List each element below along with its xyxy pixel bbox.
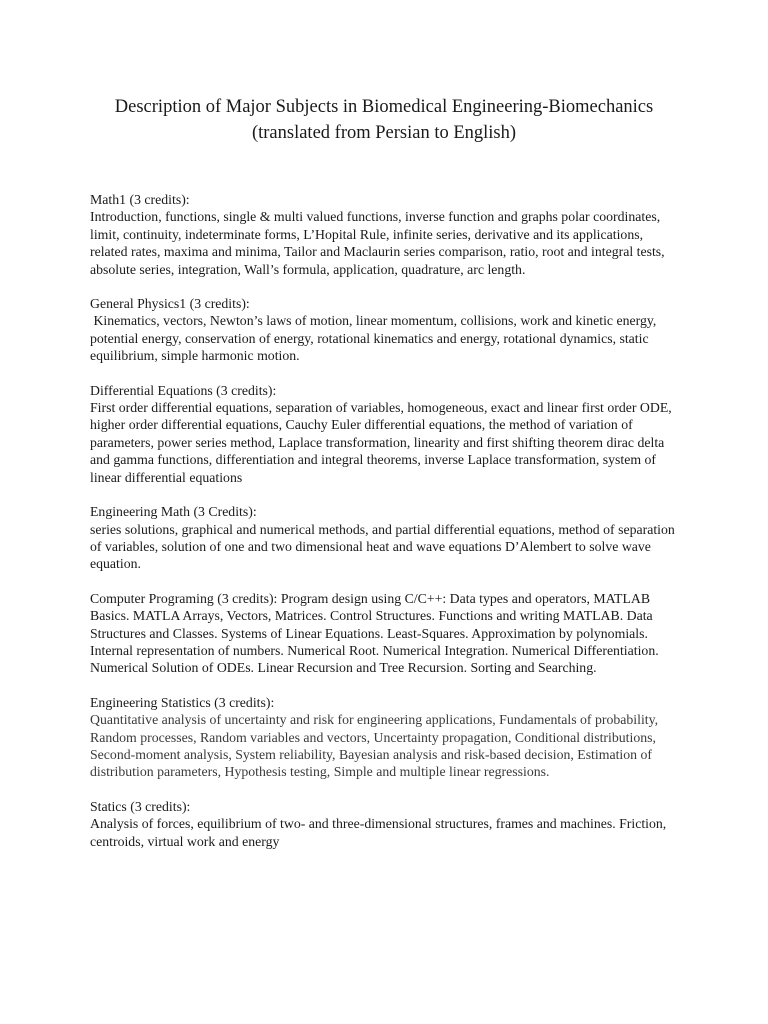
section-engineering-math	[90, 503, 678, 573]
section-heading: Engineering Statistics (3 credits):	[90, 694, 275, 710]
section-body: Analysis of forces, equilibrium of two- and three-dimensional structures, frames and machines. Friction, centroids, virtual work and energy	[90, 816, 667, 849]
section-engineering-statistics	[90, 694, 678, 781]
section-body: Introduction, functions, single & multi valued functions, inverse function and graphs polar coordinates, limit, continuity, indeterminate forms, L’Hopital Rule, infinite series, derivative and its applications, related rates, maxima and minima, Tailor and Maclaurin series comparison, ratio, root and integral tests, absolute series, integration, Wall’s formula, application, quadrature, arc length.	[90, 209, 665, 277]
section-statics	[90, 798, 678, 850]
section-heading: Differential Equations (3 credits):	[90, 382, 277, 398]
document-title	[90, 94, 678, 146]
section-heading: Computer Programing (3 credits): Program design using C/C++: Data types and operators, MATLAB Basics. MATLA Arrays, Vectors, Matrices. Control Structures. Functions and writing MATLAB. Data Structures and Classes. Systems of Linear Equations. Least-Squares. Approximation by polynomials. Internal representation of numbers. Numerical Root. Numerical Integration. Numerical Differentiation. Numerical Solution of ODEs. Linear Recursion and Tree Recursion. Sorting and Searching.	[90, 590, 659, 676]
subject-list	[90, 191, 678, 850]
title-line-2: (translated from Persian to English)	[251, 123, 517, 143]
section-differential-equations	[90, 382, 678, 486]
section-heading: General Physics1 (3 credits):	[90, 296, 250, 312]
section-general-physics1	[90, 295, 678, 365]
section-heading: Math1 (3 credits):	[90, 192, 190, 207]
section-heading: Statics (3 credits):	[90, 798, 191, 814]
section-body: First order differential equations, separation of variables, homogeneous, exact and linear first order ODE, higher order differential equations, Cauchy Euler differential equations, the method of variation of parameters, power series method, Laplace transformation, linearity and first shifting theorem dirac delta and gamma functions, differentiation and integral theorems, inverse Laplace transformation, system of linear differential equations	[90, 400, 672, 485]
section-body: Quantitative analysis of uncertainty and risk for engineering applications, Fundamentals of probability, Random processes, Random variables and vectors, Uncertainty propagation, Conditional distributions, Second-moment analysis, System reliability, Bayesian analysis and risk-based decision, Estimation of distribution parameters, Hypothesis testing, Simple and multiple linear regressions.	[90, 712, 659, 780]
section-body: series solutions, graphical and numerical methods, and partial differential equations, method of separation of variables, solution of one and two dimensional heat and wave equations D’Alembert to solve wave equation.	[90, 521, 675, 572]
section-math1	[90, 191, 678, 278]
section-computer-programing	[90, 590, 678, 677]
section-body: Kinematics, vectors, Newton’s laws of motion, linear momentum, collisions, work and kinetic energy, potential energy, conservation of energy, rotational kinematics and energy, rotational dynamics, static equilibrium, simple harmonic motion.	[90, 313, 660, 364]
section-heading: Engineering Math (3 Credits):	[90, 504, 257, 520]
title-line-1: Description of Major Subjects in Biomedical Engineering-Biomechanics	[114, 97, 654, 117]
